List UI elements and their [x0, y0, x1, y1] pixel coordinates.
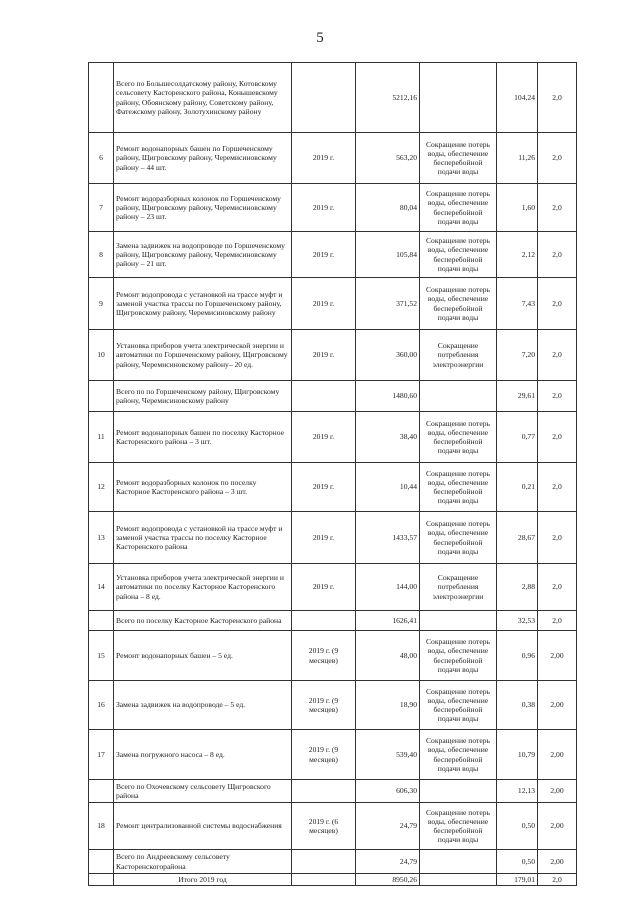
cost-value: 8950,26 [356, 874, 420, 886]
measure-name: Ремонт водоразборных колонок по поселку Касторное Касторенского района – 3 шт. [114, 463, 292, 512]
rate-value: 2,0 [538, 611, 577, 631]
row-number: 14 [89, 564, 114, 611]
effect-text: Сокращение потерь воды, обеспечение бесперебойной подачи воды [420, 133, 497, 184]
measure-name: Итого 2019 год [114, 874, 292, 886]
effect-text [420, 780, 497, 803]
cost-value: 105,84 [356, 232, 420, 278]
row-number: 7 [89, 184, 114, 232]
table-row [89, 631, 577, 681]
page-number: 5 [316, 30, 324, 46]
period: 2019 г. [292, 512, 356, 564]
measure-name: Ремонт водоразборных колонок по Горшеченскому району, Щигровскому району, Черемисиновскому району – 23 шт. [114, 184, 292, 232]
effect-text [420, 874, 497, 886]
cost-value: 1626,41 [356, 611, 420, 631]
period: 2019 г. [292, 133, 356, 184]
effect-text [420, 63, 497, 133]
row-number [89, 874, 114, 886]
row-number [89, 780, 114, 803]
table-row [89, 184, 577, 232]
measures-table [88, 62, 577, 886]
effect-text: Сокращение потерь воды, обеспечение бесперебойной подачи воды [420, 803, 497, 850]
cost-value: 38,40 [356, 412, 420, 463]
period: 2019 г. [292, 412, 356, 463]
row-number: 10 [89, 330, 114, 381]
rate-value: 2,00 [538, 780, 577, 803]
rate-value: 2,0 [538, 412, 577, 463]
row-number: 6 [89, 133, 114, 184]
share-value: 7,43 [497, 278, 538, 330]
effect-text: Сокращение потерь воды, обеспечение бесперебойной подачи воды [420, 232, 497, 278]
effect-text: Сокращение потерь воды, обеспечение бесперебойной подачи воды [420, 730, 497, 780]
share-value: 28,67 [497, 512, 538, 564]
cost-value: 10,44 [356, 463, 420, 512]
effect-text: Сокращение потерь воды, обеспечение бесперебойной подачи воды [420, 463, 497, 512]
effect-text: Сокращение потерь воды, обеспечение бесперебойной подачи воды [420, 681, 497, 730]
measure-name: Установка приборов учета электрической энергии и автоматики по поселку Касторное Касторенского района – 8 ед. [114, 564, 292, 611]
table-row [89, 564, 577, 611]
subtotal-row [89, 850, 577, 874]
share-value: 0,38 [497, 681, 538, 730]
subtotal-row [89, 611, 577, 631]
subtotal-row [89, 381, 577, 412]
measure-name: Всего по Большесолдатскому району, Котовскому сельсовету Касторенского района, Конышевскому району, Обоянскому району, Советскому району, Фатежскому району, Золотухинскому району [114, 63, 292, 133]
effect-text [420, 611, 497, 631]
rate-value: 2,00 [538, 803, 577, 850]
effect-text: Сокращение потребления электроэнергии [420, 330, 497, 381]
cost-value: 24,79 [356, 803, 420, 850]
cost-value: 1433,57 [356, 512, 420, 564]
period [292, 780, 356, 803]
share-value: 2,12 [497, 232, 538, 278]
table-row [89, 412, 577, 463]
share-value: 0,77 [497, 412, 538, 463]
effect-text: Сокращение потребления электроэнергии [420, 564, 497, 611]
row-number: 12 [89, 463, 114, 512]
measure-name: Всего по Охочевскому сельсовету Щигровского района [114, 780, 292, 803]
period: 2019 г. (9 месяцев) [292, 730, 356, 780]
share-value: 104,24 [497, 63, 538, 133]
measure-name: Ремонт водопровода с установкой на трассе муфт и заменой участка трассы по Горшеченскому району, Щигровскому району, Черемисиновскому району [114, 278, 292, 330]
effect-text: Сокращение потерь воды, обеспечение бесперебойной подачи воды [420, 412, 497, 463]
cost-value: 563,20 [356, 133, 420, 184]
share-value: 12,13 [497, 780, 538, 803]
total-row [89, 874, 577, 886]
table-row [89, 730, 577, 780]
period: 2019 г. [292, 463, 356, 512]
share-value: 0,21 [497, 463, 538, 512]
measure-name: Ремонт централизованной системы водоснабжения [114, 803, 292, 850]
period: 2019 г. [292, 184, 356, 232]
rate-value: 2,0 [538, 278, 577, 330]
measure-name: Замена задвижек на водопроводе – 5 ед. [114, 681, 292, 730]
effect-text [420, 850, 497, 874]
table-row [89, 681, 577, 730]
cost-value: 5212,16 [356, 63, 420, 133]
share-value: 11,26 [497, 133, 538, 184]
measure-name: Ремонт водопровода с установкой на трассе муфт и заменой участка трассы по поселку Касторное Касторенского района [114, 512, 292, 564]
cost-value: 360,00 [356, 330, 420, 381]
rate-value: 2,00 [538, 631, 577, 681]
row-number: 9 [89, 278, 114, 330]
row-number: 17 [89, 730, 114, 780]
measure-name: Всего по поселку Касторное Касторенского района [114, 611, 292, 631]
measure-name: Замена погружного насоса – 8 ед. [114, 730, 292, 780]
period [292, 381, 356, 412]
period: 2019 г. [292, 278, 356, 330]
share-value: 29,61 [497, 381, 538, 412]
row-number: 11 [89, 412, 114, 463]
effect-text [420, 381, 497, 412]
rate-value: 2,0 [538, 330, 577, 381]
measure-name: Ремонт водонапорных башен – 5 ед. [114, 631, 292, 681]
period: 2019 г. [292, 564, 356, 611]
rate-value: 2,0 [538, 564, 577, 611]
period [292, 850, 356, 874]
cost-value: 539,40 [356, 730, 420, 780]
measure-name: Замена задвижек на водопроводе по Горшеченскому району, Щигровскому району, Черемисиновскому району – 21 шт. [114, 232, 292, 278]
row-number [89, 850, 114, 874]
rate-value: 2,0 [538, 63, 577, 133]
subtotal-row [89, 63, 577, 133]
period [292, 611, 356, 631]
rate-value: 2,00 [538, 681, 577, 730]
share-value: 2,88 [497, 564, 538, 611]
table-row [89, 278, 577, 330]
rate-value: 2,00 [538, 850, 577, 874]
share-value: 10,79 [497, 730, 538, 780]
measure-name: Всего по Андреевскому сельсовету Касторенскогорайона [114, 850, 292, 874]
share-value: 179,01 [497, 874, 538, 886]
share-value: 32,53 [497, 611, 538, 631]
table-row [89, 512, 577, 564]
effect-text: Сокращение потерь воды, обеспечение бесперебойной подачи воды [420, 184, 497, 232]
rate-value: 2,0 [538, 463, 577, 512]
row-number: 16 [89, 681, 114, 730]
cost-value: 48,00 [356, 631, 420, 681]
period: 2019 г. [292, 232, 356, 278]
period [292, 63, 356, 133]
cost-value: 80,04 [356, 184, 420, 232]
table-row [89, 133, 577, 184]
measure-name: Ремонт водонапорных башен по Горшеченскому району, Щигровскому району, Черемисиновскому району – 44 шт. [114, 133, 292, 184]
effect-text: Сокращение потерь воды, обеспечение бесперебойной подачи воды [420, 631, 497, 681]
row-number: 13 [89, 512, 114, 564]
row-number [89, 381, 114, 412]
share-value: 0,96 [497, 631, 538, 681]
rate-value: 2,0 [538, 133, 577, 184]
measure-name: Всего по по Горшеченскому району, Щигровскому району, Черемисиновскому району [114, 381, 292, 412]
row-number: 18 [89, 803, 114, 850]
rate-value: 2,0 [538, 874, 577, 886]
share-value: 1,60 [497, 184, 538, 232]
cost-value: 606,30 [356, 780, 420, 803]
subtotal-row [89, 780, 577, 803]
period [292, 874, 356, 886]
table-row [89, 232, 577, 278]
rate-value: 2,0 [538, 381, 577, 412]
rate-value: 2,0 [538, 512, 577, 564]
measure-name: Ремонт водонапорных башен по поселку Касторное Касторенского района – 3 шт. [114, 412, 292, 463]
effect-text: Сокращение потерь воды, обеспечение бесперебойной подачи воды [420, 278, 497, 330]
share-value: 0,50 [497, 803, 538, 850]
table-row [89, 330, 577, 381]
row-number [89, 611, 114, 631]
row-number: 8 [89, 232, 114, 278]
period: 2019 г. [292, 330, 356, 381]
cost-value: 371,52 [356, 278, 420, 330]
rate-value: 2,00 [538, 730, 577, 780]
period: 2019 г. (9 месяцев) [292, 681, 356, 730]
period: 2019 г. (9 месяцев) [292, 631, 356, 681]
row-number: 15 [89, 631, 114, 681]
period: 2019 г. (6 месяцев) [292, 803, 356, 850]
share-value: 0,50 [497, 850, 538, 874]
table-row [89, 803, 577, 850]
share-value: 7,20 [497, 330, 538, 381]
rate-value: 2,0 [538, 232, 577, 278]
rate-value: 2,0 [538, 184, 577, 232]
row-number [89, 63, 114, 133]
measure-name: Установка приборов учета электрической энергии и автоматики по Горшеченскому району, Щигровскому району, Черемисиновскому району– 20 ед. [114, 330, 292, 381]
cost-value: 144,00 [356, 564, 420, 611]
table-row [89, 463, 577, 512]
effect-text: Сокращение потерь воды, обеспечение бесперебойной подачи воды [420, 512, 497, 564]
cost-value: 1480,60 [356, 381, 420, 412]
cost-value: 24,79 [356, 850, 420, 874]
cost-value: 18,90 [356, 681, 420, 730]
